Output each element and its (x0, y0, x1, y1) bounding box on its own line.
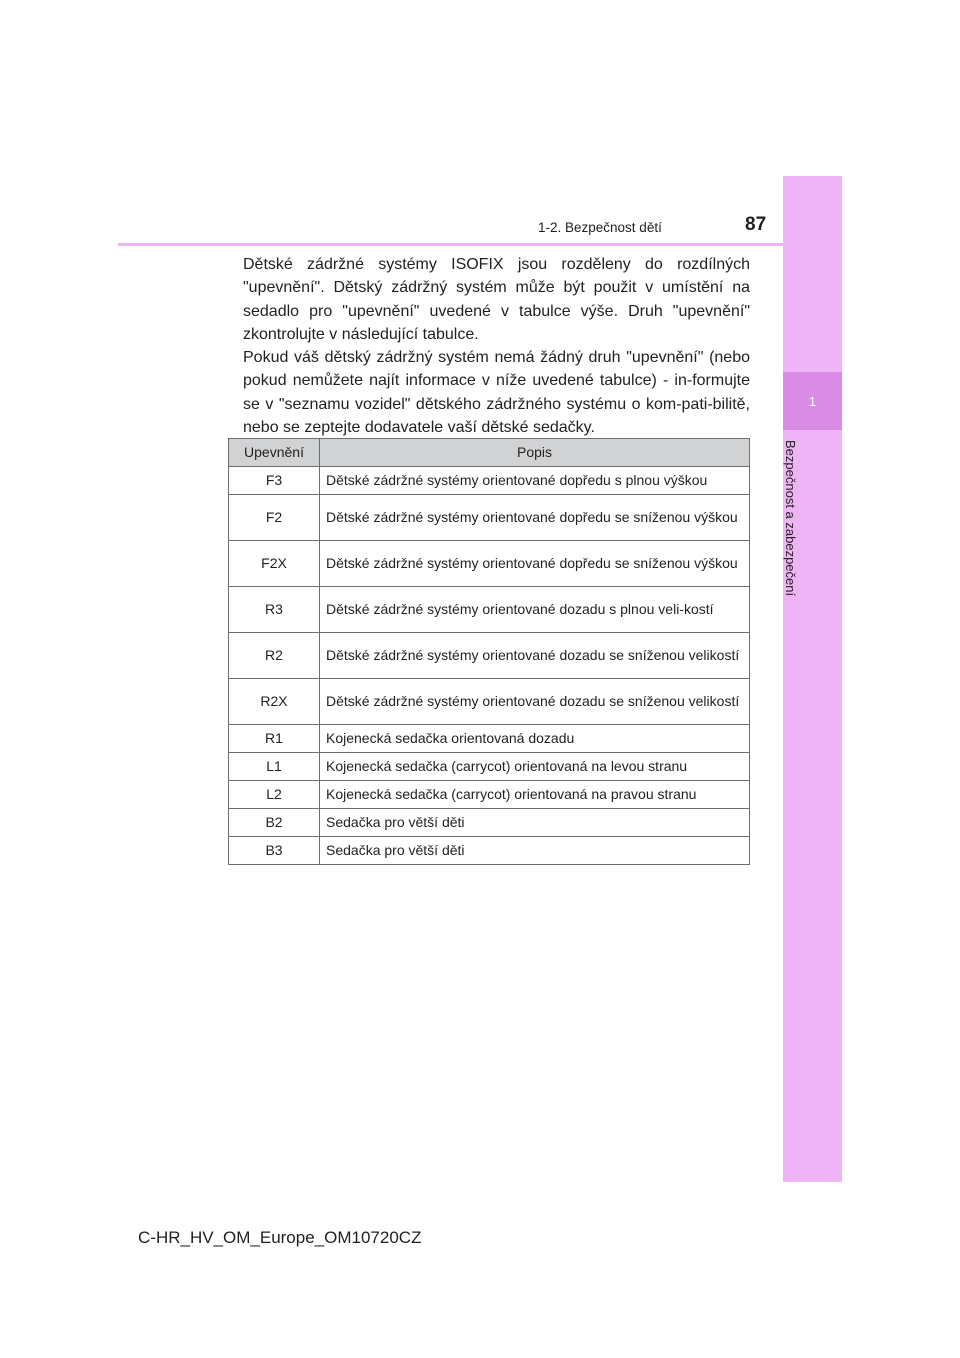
body-text (243, 253, 750, 439)
fixture-table (228, 438, 750, 865)
fixture-code: R2 (229, 633, 320, 679)
table-row (229, 725, 750, 753)
fixture-code: B2 (229, 809, 320, 837)
fixture-description: Kojenecká sedačka (carrycot) orientovaná na levou stranu (320, 753, 750, 781)
fixture-code: B3 (229, 837, 320, 865)
table-row (229, 587, 750, 633)
fixture-code: F2X (229, 541, 320, 587)
fixture-description: Sedačka pro větší děti (320, 809, 750, 837)
fixture-description: Dětské zádržné systémy orientované dozadu se sníženou velikostí (320, 679, 750, 725)
fixture-code: R1 (229, 725, 320, 753)
table-row (229, 781, 750, 809)
fixture-description: Dětské zádržné systémy orientované dopředu s plnou výškou (320, 467, 750, 495)
fixture-code: R3 (229, 587, 320, 633)
paragraph-isofix-intro: Dětské zádržné systémy ISOFIX jsou rozděleny do rozdílných "upevnění". Dětský zádržný systém může být použit v umístění na sedadlo pro "upevnění" uvedené v tabulce výše. Druh "upevnění" zkontrolujte v následující tabulce. (243, 256, 750, 343)
document-id: C-HR_HV_OM_Europe_OM10720CZ (138, 1228, 422, 1247)
chapter-label-text: Bezpečnost a zabezpečení (783, 440, 798, 597)
table-row (229, 809, 750, 837)
table-row (229, 679, 750, 725)
table-row (229, 633, 750, 679)
fixture-description: Sedačka pro větší děti (320, 837, 750, 865)
table-row (229, 837, 750, 865)
page-number: 87 (745, 214, 767, 235)
fixture-description: Dětské zádržné systémy orientované dopředu se sníženou výškou (320, 541, 750, 587)
header-upevneni: Upevnění (229, 439, 320, 467)
fixture-code: L1 (229, 753, 320, 781)
fixture-description: Dětské zádržné systémy orientované dozadu s plnou veli-kostí (320, 587, 750, 633)
fixture-description: Kojenecká sedačka (carrycot) orientovaná na pravou stranu (320, 781, 750, 809)
fixture-code: F3 (229, 467, 320, 495)
header-divider (118, 243, 842, 246)
table-row (229, 495, 750, 541)
fixture-code: R2X (229, 679, 320, 725)
chapter-label (783, 440, 808, 680)
chapter-number-tab: 1 (783, 372, 842, 430)
fixture-code: L2 (229, 781, 320, 809)
table-row (229, 753, 750, 781)
paragraph-compatibility: Pokud váš dětský zádržný systém nemá žádný druh "upevnění" (nebo pokud nemůžete najít informace v níže uvedené tabulce) - in-formujte se v "seznamu vozidel" dětského zádržného systému o kom-pati-bilitě, nebo se zeptejte dodavatele vaší dětské sedačky. (243, 349, 750, 437)
fixture-code: F2 (229, 495, 320, 541)
fixture-description: Kojenecká sedačka orientovaná dozadu (320, 725, 750, 753)
fixture-description: Dětské zádržné systémy orientované dopředu se sníženou výškou (320, 495, 750, 541)
table-row (229, 541, 750, 587)
section-title: 1-2. Bezpečnost dětí (538, 220, 662, 235)
header-popis: Popis (320, 439, 750, 467)
table-row (229, 467, 750, 495)
fixture-description: Dětské zádržné systémy orientované dozadu se sníženou velikostí (320, 633, 750, 679)
table-header-row (229, 439, 750, 467)
